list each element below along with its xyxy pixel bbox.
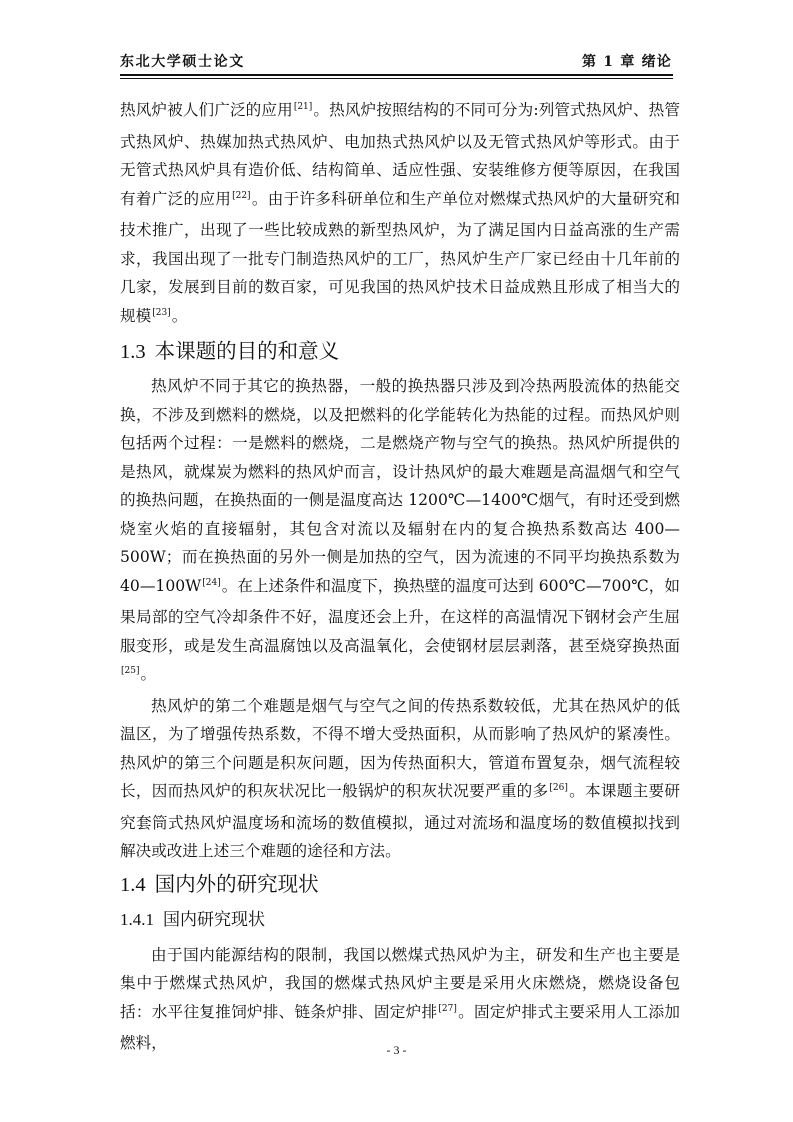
running-header-title: 东北大学硕士论文 [120, 54, 245, 70]
paragraph-difficulties [120, 692, 680, 866]
subsection-heading-1-4-1 [120, 905, 680, 935]
text-run: 由于国内能源结构的限制，我国以燃煤式热风炉为主，研发和生产也主要是集中于燃煤式热风炉，我国的燃煤式热风炉主要是采用火床燃烧，燃烧设备包括：水平往复推饲炉排、链条炉排、固定炉排 [120, 945, 680, 1021]
text-run: 。 [171, 306, 188, 325]
subsection-number: 1.4.1 [120, 909, 154, 929]
text-run: 热风炉被人们广泛的应用 [120, 101, 293, 119]
citation-21: [21] [293, 102, 313, 112]
page-number: - 3 - [386, 1043, 407, 1057]
paragraph-purpose [120, 372, 680, 692]
text-run: 。热风炉按照结构的不同可分为:列管式热风炉、热管式热风炉、热媒加热式热风炉、电加热式热风炉以及无管式热风炉等形式。由于无管式热风炉具有造价低、结构简单、适应性强、安装维修方便等原因，在我国有着广泛的应用 [120, 101, 680, 208]
paragraph-domestic-research [120, 941, 680, 1058]
text-run: 。本课题主要研究套筒式热风炉温度场和流场的数值模拟，通过对流场和温度场的数值模拟找到解决或改进上述三个难题的途径和方法。 [120, 782, 680, 860]
section-heading-1-4 [120, 868, 680, 902]
section-title: 国内外的研究现状 [154, 871, 319, 896]
text-run: 热风炉的第二个难题是烟气与空气之间的传热系数较低，尤其在热风炉的低温区，为了增强传热系数，不得不增大受热面积，从而影响了热风炉的紧凑性。热风炉的第三个问题是积灰问题，因为传热面积大，管道布置复杂，烟气流程较长，因而热风炉的积灰状况比一般锅炉的积灰状况要严重的多 [120, 696, 680, 800]
section-heading-1-3 [120, 335, 680, 369]
section-number: 1.3 [120, 341, 146, 363]
citation-23: [23] [152, 307, 171, 318]
citation-27: [27] [438, 1003, 457, 1014]
text-run: 热风炉不同于其它的换热器，一般的换热器只涉及到冷热两股流体的热能交换，不涉及到燃料的燃烧，以及把燃料的化学能转化为热能的过程。而热风炉则包括两个过程：一是燃料的燃烧，二是燃烧产物与空气的换热。热风炉所提供的是热风，就煤炭为燃料的热风炉而言，设计热风炉的最大难题是高温烟气和空气的换热问题，在换热面的一侧是温度高达 1200℃—1400℃烟气，有时还受到燃烧室火焰的直接辐射，其包含对流以及辐射在内的复合换热系数高达 400—500W；而在换热面的另外一侧是加热的空气，因为流速的不同平均换热系数为 40—100W [120, 377, 680, 595]
page-body [120, 96, 680, 1058]
subsection-title: 国内研究现状 [163, 909, 265, 930]
section-number: 1.4 [120, 873, 146, 896]
citation-26: [26] [549, 783, 568, 793]
header-rule-thick [120, 74, 673, 76]
header-rule-thin [120, 78, 673, 79]
citation-25: [25] [121, 666, 140, 676]
text-run: 。由于许多科研单位和生产单位对燃煤式热风炉的大量研究和技术推广，出现了一些比较成熟的新型热风炉，为了满足国内日益高涨的生产需求，我国出现了一批专门制造热风炉的工厂，热风炉生产厂家已经由十几年前的几家，发展到目前的数百家，可见我国的热风炉技术日益成熟且形成了相当大的规模 [120, 189, 680, 325]
section-title: 本课题的目的和意义 [154, 339, 340, 363]
text-run: 。在上述条件和温度下，换热壁的温度可达到 600℃—700℃，如果局部的空气冷却条件不好，温度还会上升，在这样的高温情况下钢材会产生屈服变形，或是发生高温腐蚀以及高温氧化，会使钢材层层剥落，甚至烧穿换热面 [120, 576, 680, 655]
paragraph-continuation [120, 96, 680, 333]
text-run: 。 [140, 665, 157, 683]
running-header-chapter: 第 1 章 绪论 [582, 54, 672, 70]
citation-24: [24] [202, 577, 221, 588]
citation-22: [22] [232, 190, 251, 201]
text-run: 。固定炉排式主要采用人工添加燃料， [120, 1002, 680, 1052]
